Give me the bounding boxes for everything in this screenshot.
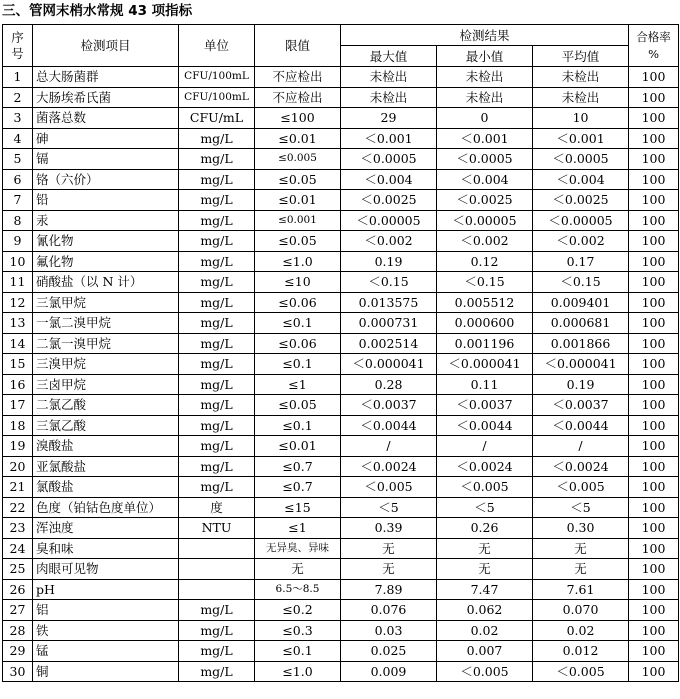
header-limit: 限值 — [255, 25, 341, 67]
cell-max: 0.000731 — [341, 313, 437, 334]
cell-limit: ≤1 — [255, 518, 341, 539]
cell-unit: mg/L — [179, 415, 255, 436]
cell-min: 0.26 — [437, 518, 533, 539]
cell-no: 24 — [3, 538, 33, 559]
cell-item: 氟化物 — [33, 251, 179, 272]
cell-unit: CFU/100mL — [179, 67, 255, 88]
cell-unit: mg/L — [179, 477, 255, 498]
cell-unit: mg/L — [179, 600, 255, 621]
cell-max: ＜0.005 — [341, 477, 437, 498]
cell-unit — [179, 579, 255, 600]
cell-unit: 度 — [179, 497, 255, 518]
section-title: 三、管网末梢水常规 43 项指标 — [2, 3, 193, 19]
cell-min: 0.005512 — [437, 292, 533, 313]
cell-pass-rate: 100 — [629, 354, 679, 375]
cell-item: 砷 — [33, 128, 179, 149]
cell-max: 0.19 — [341, 251, 437, 272]
table-row — [3, 231, 679, 252]
table-row — [3, 620, 679, 641]
cell-avg: 7.61 — [533, 579, 629, 600]
cell-max: ＜0.0005 — [341, 149, 437, 170]
cell-item: 臭和味 — [33, 538, 179, 559]
header-min: 最小值 — [437, 46, 533, 67]
cell-limit: 不应检出 — [255, 67, 341, 88]
cell-avg: 0.012 — [533, 641, 629, 662]
cell-min: ＜0.005 — [437, 477, 533, 498]
cell-avg: ＜0.005 — [533, 661, 629, 682]
cell-max: 未检出 — [341, 87, 437, 108]
cell-item: 浑浊度 — [33, 518, 179, 539]
table-row — [3, 354, 679, 375]
cell-unit: mg/L — [179, 231, 255, 252]
cell-limit: ≤0.1 — [255, 415, 341, 436]
cell-item: 总大肠菌群 — [33, 67, 179, 88]
cell-unit — [179, 538, 255, 559]
cell-limit: ≤15 — [255, 497, 341, 518]
cell-item: 氯酸盐 — [33, 477, 179, 498]
table-row — [3, 477, 679, 498]
cell-limit: ≤100 — [255, 108, 341, 129]
cell-max: 未检出 — [341, 67, 437, 88]
cell-max: ＜0.0024 — [341, 456, 437, 477]
cell-limit: 无 — [255, 559, 341, 580]
cell-unit: mg/L — [179, 272, 255, 293]
cell-unit: mg/L — [179, 292, 255, 313]
cell-max: 0.28 — [341, 374, 437, 395]
cell-pass-rate: 100 — [629, 661, 679, 682]
cell-max: 7.89 — [341, 579, 437, 600]
cell-item: 三氯乙酸 — [33, 415, 179, 436]
table-row — [3, 333, 679, 354]
cell-min: ＜0.0037 — [437, 395, 533, 416]
header-pass-rate-line1: 合格率 — [636, 29, 671, 44]
cell-max: ＜0.00005 — [341, 210, 437, 231]
header-pass-rate-line2: % — [648, 46, 659, 61]
header-seq: 序号 — [3, 25, 33, 67]
cell-limit: ≤0.1 — [255, 354, 341, 375]
cell-limit: ≤0.001 — [255, 210, 341, 231]
cell-no: 28 — [3, 620, 33, 641]
cell-min: 未检出 — [437, 87, 533, 108]
table-row — [3, 210, 679, 231]
cell-avg: ＜0.0005 — [533, 149, 629, 170]
cell-pass-rate: 100 — [629, 67, 679, 88]
cell-avg: 10 — [533, 108, 629, 129]
table-row — [3, 436, 679, 457]
cell-unit: mg/L — [179, 436, 255, 457]
cell-avg: ＜0.002 — [533, 231, 629, 252]
cell-pass-rate: 100 — [629, 395, 679, 416]
cell-item: 二氯乙酸 — [33, 395, 179, 416]
cell-avg: ＜0.15 — [533, 272, 629, 293]
cell-limit: ≤1 — [255, 374, 341, 395]
table-row — [3, 497, 679, 518]
table-row — [3, 538, 679, 559]
cell-item: 铝 — [33, 600, 179, 621]
cell-min: ＜5 — [437, 497, 533, 518]
cell-limit: ≤0.06 — [255, 333, 341, 354]
header-avg: 平均值 — [533, 46, 629, 67]
cell-avg: ＜0.0044 — [533, 415, 629, 436]
cell-avg: 0.070 — [533, 600, 629, 621]
cell-unit: mg/L — [179, 313, 255, 334]
cell-no: 11 — [3, 272, 33, 293]
cell-avg: ＜0.000041 — [533, 354, 629, 375]
cell-unit: mg/L — [179, 210, 255, 231]
cell-limit: ≤0.01 — [255, 436, 341, 457]
cell-item: 三溴甲烷 — [33, 354, 179, 375]
cell-max: 29 — [341, 108, 437, 129]
cell-no: 14 — [3, 333, 33, 354]
cell-no: 4 — [3, 128, 33, 149]
cell-avg: 0.009401 — [533, 292, 629, 313]
cell-min: 0.001196 — [437, 333, 533, 354]
cell-max: 0.076 — [341, 600, 437, 621]
table-row — [3, 661, 679, 682]
cell-pass-rate: 100 — [629, 190, 679, 211]
cell-max: ＜0.002 — [341, 231, 437, 252]
cell-no: 25 — [3, 559, 33, 580]
cell-item: 汞 — [33, 210, 179, 231]
cell-avg: ＜0.005 — [533, 477, 629, 498]
cell-no: 1 — [3, 67, 33, 88]
table-row — [3, 579, 679, 600]
cell-pass-rate: 100 — [629, 333, 679, 354]
cell-avg: ＜0.004 — [533, 169, 629, 190]
cell-unit — [179, 559, 255, 580]
cell-no: 3 — [3, 108, 33, 129]
cell-limit: ≤0.05 — [255, 169, 341, 190]
cell-no: 20 — [3, 456, 33, 477]
cell-pass-rate: 100 — [629, 641, 679, 662]
cell-max: ＜5 — [341, 497, 437, 518]
table-row — [3, 149, 679, 170]
cell-no: 13 — [3, 313, 33, 334]
cell-min: ＜0.15 — [437, 272, 533, 293]
cell-avg: ＜0.0024 — [533, 456, 629, 477]
cell-pass-rate: 100 — [629, 108, 679, 129]
cell-min: 0.007 — [437, 641, 533, 662]
cell-no: 23 — [3, 518, 33, 539]
cell-no: 6 — [3, 169, 33, 190]
header-pass-rate — [629, 25, 679, 67]
cell-avg: 0.17 — [533, 251, 629, 272]
cell-min: 7.47 — [437, 579, 533, 600]
cell-no: 18 — [3, 415, 33, 436]
cell-max: 0.013575 — [341, 292, 437, 313]
cell-no: 8 — [3, 210, 33, 231]
table-row — [3, 108, 679, 129]
table-row — [3, 374, 679, 395]
cell-item: 溴酸盐 — [33, 436, 179, 457]
cell-item: 镉 — [33, 149, 179, 170]
cell-limit: ≤1.0 — [255, 251, 341, 272]
cell-min: 无 — [437, 538, 533, 559]
cell-avg: 无 — [533, 559, 629, 580]
cell-no: 7 — [3, 190, 33, 211]
table-row — [3, 190, 679, 211]
cell-pass-rate: 100 — [629, 456, 679, 477]
cell-pass-rate: 100 — [629, 436, 679, 457]
cell-no: 22 — [3, 497, 33, 518]
cell-unit: mg/L — [179, 128, 255, 149]
cell-unit: CFU/100mL — [179, 87, 255, 108]
cell-unit: mg/L — [179, 190, 255, 211]
cell-min: 0.000600 — [437, 313, 533, 334]
cell-max: 0.002514 — [341, 333, 437, 354]
cell-item: 一氯二溴甲烷 — [33, 313, 179, 334]
cell-pass-rate: 100 — [629, 149, 679, 170]
cell-item: 锰 — [33, 641, 179, 662]
cell-unit: mg/L — [179, 374, 255, 395]
cell-min: ＜0.0024 — [437, 456, 533, 477]
cell-max: ＜0.004 — [341, 169, 437, 190]
cell-max: ＜0.0037 — [341, 395, 437, 416]
table-row — [3, 395, 679, 416]
cell-item: 大肠埃希氏菌 — [33, 87, 179, 108]
cell-limit: ≤0.05 — [255, 395, 341, 416]
cell-avg: / — [533, 436, 629, 457]
cell-pass-rate: 100 — [629, 415, 679, 436]
cell-no: 17 — [3, 395, 33, 416]
cell-pass-rate: 100 — [629, 272, 679, 293]
cell-limit: ≤0.06 — [255, 292, 341, 313]
table-row — [3, 313, 679, 334]
cell-unit: mg/L — [179, 395, 255, 416]
cell-min: / — [437, 436, 533, 457]
cell-item: 二氯一溴甲烷 — [33, 333, 179, 354]
header-result: 检测结果 — [341, 25, 629, 46]
cell-no: 21 — [3, 477, 33, 498]
cell-min: 0.062 — [437, 600, 533, 621]
cell-min: 无 — [437, 559, 533, 580]
cell-min: 0.12 — [437, 251, 533, 272]
table-row — [3, 292, 679, 313]
cell-no: 10 — [3, 251, 33, 272]
cell-max: / — [341, 436, 437, 457]
cell-limit: 6.5～8.5 — [255, 579, 341, 600]
cell-item: pH — [33, 579, 179, 600]
cell-unit: mg/L — [179, 620, 255, 641]
cell-limit: ≤10 — [255, 272, 341, 293]
cell-avg: 0.30 — [533, 518, 629, 539]
cell-no: 12 — [3, 292, 33, 313]
cell-pass-rate: 100 — [629, 620, 679, 641]
cell-unit: mg/L — [179, 661, 255, 682]
cell-pass-rate: 100 — [629, 169, 679, 190]
cell-min: ＜0.005 — [437, 661, 533, 682]
cell-pass-rate: 100 — [629, 477, 679, 498]
cell-pass-rate: 100 — [629, 518, 679, 539]
table-row — [3, 128, 679, 149]
cell-no: 27 — [3, 600, 33, 621]
cell-item: 菌落总数 — [33, 108, 179, 129]
table-row — [3, 272, 679, 293]
cell-avg: 未检出 — [533, 87, 629, 108]
cell-limit: ≤0.7 — [255, 477, 341, 498]
cell-limit: 无异臭、异味 — [255, 538, 341, 559]
cell-limit: ≤0.1 — [255, 313, 341, 334]
cell-avg: ＜0.0025 — [533, 190, 629, 211]
cell-pass-rate: 100 — [629, 538, 679, 559]
cell-no: 30 — [3, 661, 33, 682]
table-row — [3, 456, 679, 477]
cell-min: ＜0.00005 — [437, 210, 533, 231]
cell-limit: ≤1.0 — [255, 661, 341, 682]
cell-unit: mg/L — [179, 149, 255, 170]
cell-limit: ≤0.7 — [255, 456, 341, 477]
cell-unit: mg/L — [179, 354, 255, 375]
cell-pass-rate: 100 — [629, 292, 679, 313]
cell-min: 0 — [437, 108, 533, 129]
cell-pass-rate: 100 — [629, 579, 679, 600]
cell-pass-rate: 100 — [629, 87, 679, 108]
header-item: 检测项目 — [33, 25, 179, 67]
cell-min: ＜0.001 — [437, 128, 533, 149]
cell-unit: mg/L — [179, 251, 255, 272]
cell-limit: ≤0.01 — [255, 128, 341, 149]
cell-pass-rate: 100 — [629, 313, 679, 334]
cell-no: 2 — [3, 87, 33, 108]
cell-max: ＜0.000041 — [341, 354, 437, 375]
cell-min: ＜0.002 — [437, 231, 533, 252]
cell-max: 0.03 — [341, 620, 437, 641]
cell-no: 19 — [3, 436, 33, 457]
cell-unit: mg/L — [179, 333, 255, 354]
cell-min: 0.02 — [437, 620, 533, 641]
cell-item: 铬（六价） — [33, 169, 179, 190]
cell-max: ＜0.0044 — [341, 415, 437, 436]
cell-max: ＜0.0025 — [341, 190, 437, 211]
cell-avg: 无 — [533, 538, 629, 559]
cell-limit: ≤0.1 — [255, 641, 341, 662]
cell-pass-rate: 100 — [629, 251, 679, 272]
cell-item: 铅 — [33, 190, 179, 211]
table-row — [3, 251, 679, 272]
table-row — [3, 641, 679, 662]
cell-item: 亚氯酸盐 — [33, 456, 179, 477]
cell-unit: mg/L — [179, 169, 255, 190]
cell-no: 16 — [3, 374, 33, 395]
cell-pass-rate: 100 — [629, 210, 679, 231]
cell-limit: ≤0.01 — [255, 190, 341, 211]
cell-item: 氰化物 — [33, 231, 179, 252]
cell-min: ＜0.000041 — [437, 354, 533, 375]
cell-pass-rate: 100 — [629, 231, 679, 252]
cell-item: 色度（铂钴色度单位） — [33, 497, 179, 518]
cell-no: 9 — [3, 231, 33, 252]
cell-avg: ＜0.0037 — [533, 395, 629, 416]
cell-min: ＜0.0025 — [437, 190, 533, 211]
cell-min: 未检出 — [437, 67, 533, 88]
header-max: 最大值 — [341, 46, 437, 67]
cell-max: ＜0.001 — [341, 128, 437, 149]
cell-pass-rate: 100 — [629, 559, 679, 580]
cell-max: 0.009 — [341, 661, 437, 682]
cell-max: 0.39 — [341, 518, 437, 539]
cell-item: 肉眼可见物 — [33, 559, 179, 580]
table-body — [3, 67, 679, 682]
cell-item: 铁 — [33, 620, 179, 641]
cell-limit: ≤0.005 — [255, 149, 341, 170]
cell-avg: ＜5 — [533, 497, 629, 518]
table-row — [3, 169, 679, 190]
cell-no: 5 — [3, 149, 33, 170]
table-row — [3, 87, 679, 108]
cell-avg: 0.02 — [533, 620, 629, 641]
cell-no: 26 — [3, 579, 33, 600]
cell-item: 三氯甲烷 — [33, 292, 179, 313]
cell-item: 铜 — [33, 661, 179, 682]
cell-pass-rate: 100 — [629, 600, 679, 621]
cell-min: ＜0.004 — [437, 169, 533, 190]
water-quality-table — [2, 24, 679, 682]
header-unit: 单位 — [179, 25, 255, 67]
cell-avg: 0.001866 — [533, 333, 629, 354]
cell-item: 硝酸盐（以 N 计） — [33, 272, 179, 293]
cell-avg: ＜0.00005 — [533, 210, 629, 231]
cell-max: ＜0.15 — [341, 272, 437, 293]
cell-limit: 不应检出 — [255, 87, 341, 108]
table-row — [3, 518, 679, 539]
cell-unit: CFU/mL — [179, 108, 255, 129]
table-row — [3, 600, 679, 621]
table-row — [3, 67, 679, 88]
cell-no: 15 — [3, 354, 33, 375]
cell-unit: NTU — [179, 518, 255, 539]
cell-max: 无 — [341, 538, 437, 559]
cell-pass-rate: 100 — [629, 497, 679, 518]
cell-pass-rate: 100 — [629, 374, 679, 395]
cell-avg: 0.000681 — [533, 313, 629, 334]
cell-max: 无 — [341, 559, 437, 580]
cell-item: 三卤甲烷 — [33, 374, 179, 395]
cell-limit: ≤0.2 — [255, 600, 341, 621]
cell-limit: ≤0.3 — [255, 620, 341, 641]
cell-min: ＜0.0044 — [437, 415, 533, 436]
cell-unit: mg/L — [179, 641, 255, 662]
cell-no: 29 — [3, 641, 33, 662]
cell-min: ＜0.0005 — [437, 149, 533, 170]
table-row — [3, 415, 679, 436]
cell-min: 0.11 — [437, 374, 533, 395]
table-row — [3, 559, 679, 580]
cell-pass-rate: 100 — [629, 128, 679, 149]
cell-avg: 未检出 — [533, 67, 629, 88]
cell-avg: ＜0.001 — [533, 128, 629, 149]
cell-unit: mg/L — [179, 456, 255, 477]
cell-limit: ≤0.05 — [255, 231, 341, 252]
cell-avg: 0.19 — [533, 374, 629, 395]
cell-max: 0.025 — [341, 641, 437, 662]
